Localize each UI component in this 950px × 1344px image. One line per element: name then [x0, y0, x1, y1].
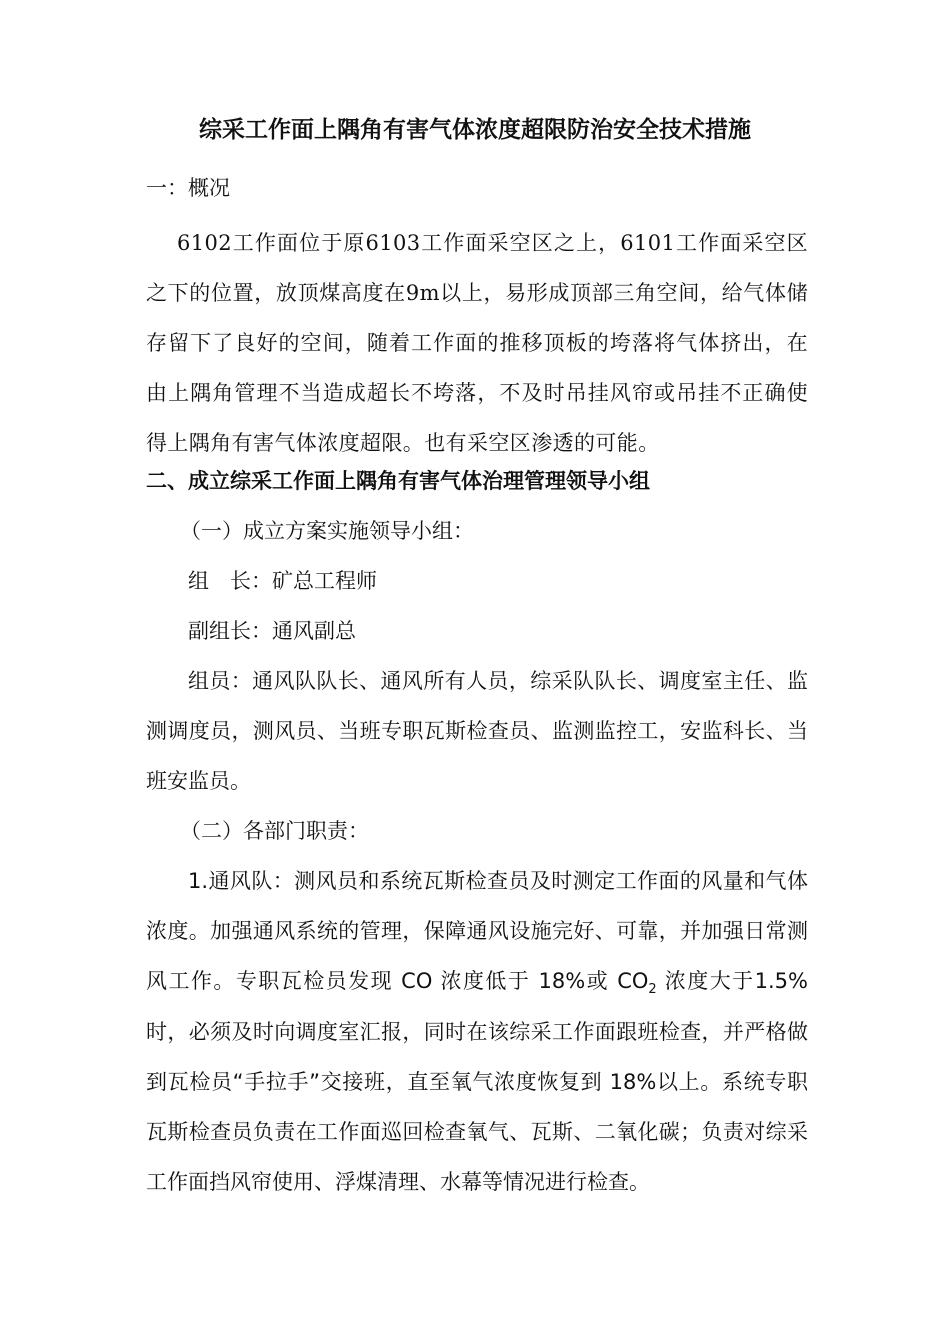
duty-text-part-b: 浓度大于1.5%时，必须及时向调度室汇报，同时在该综采工作面跟班检查，并严格做到瓦检员“手拉手”交接班，直至氧气浓度恢复到 18%以上。系统专职瓦斯检查员负责在工作面巡回检查氧气、瓦斯、二氧化碳；负责对综采工作面挡风帘使用、浮煤清理、水幕等情况进行检查。 — [146, 969, 808, 1195]
ventilation-team-duty-paragraph — [146, 856, 808, 1207]
section-heading-overview: 一：概况 — [146, 176, 230, 200]
group-leader-line: 组 长：矿总工程师 — [188, 569, 377, 593]
subsection-heading-leadership: （一）成立方案实施领导小组： — [180, 519, 474, 543]
members-paragraph: 组员：通风队队长、通风所有人员，综采队队长、调度室主任、监测调度员，测风员、当班专职瓦斯检查员、监测监控工，安监科长、当班安监员。 — [146, 669, 808, 794]
overview-paragraph: 6102工作面位于原6103工作面采空区之上，6101工作面采空区之下的位置，放顶煤高度在9m以上，易形成顶部三角空间，给气体储存留下了良好的空间，随着工作面的推移顶板的垮落将气体挤出，在由上隅角管理不当造成超长不垮落，不及时吊挂风帘或吊挂不正确使得上隅角有害气体浓度超限。也有采空区渗透的可能。 — [146, 231, 808, 455]
document-title: 综采工作面上隅角有害气体浓度超限防治安全技术措施 — [199, 117, 751, 143]
duty-text-part-a: 1.通风队：测风员和系统瓦斯检查员及时测定工作面的风量和气体浓度。加强通风系统的管理，保障通风设施完好、可靠，并加强日常测风工作。专职瓦检员发现 CO 浓度低于 18%或 CO — [146, 869, 808, 994]
subsection-heading-duties: （二）各部门职责： — [180, 819, 369, 843]
section-heading-leadership-group: 二、成立综采工作面上隅角有害气体治理管理领导小组 — [146, 469, 650, 493]
co2-subscript: 2 — [648, 982, 657, 998]
deputy-leader-line: 副组长：通风副总 — [188, 619, 356, 643]
